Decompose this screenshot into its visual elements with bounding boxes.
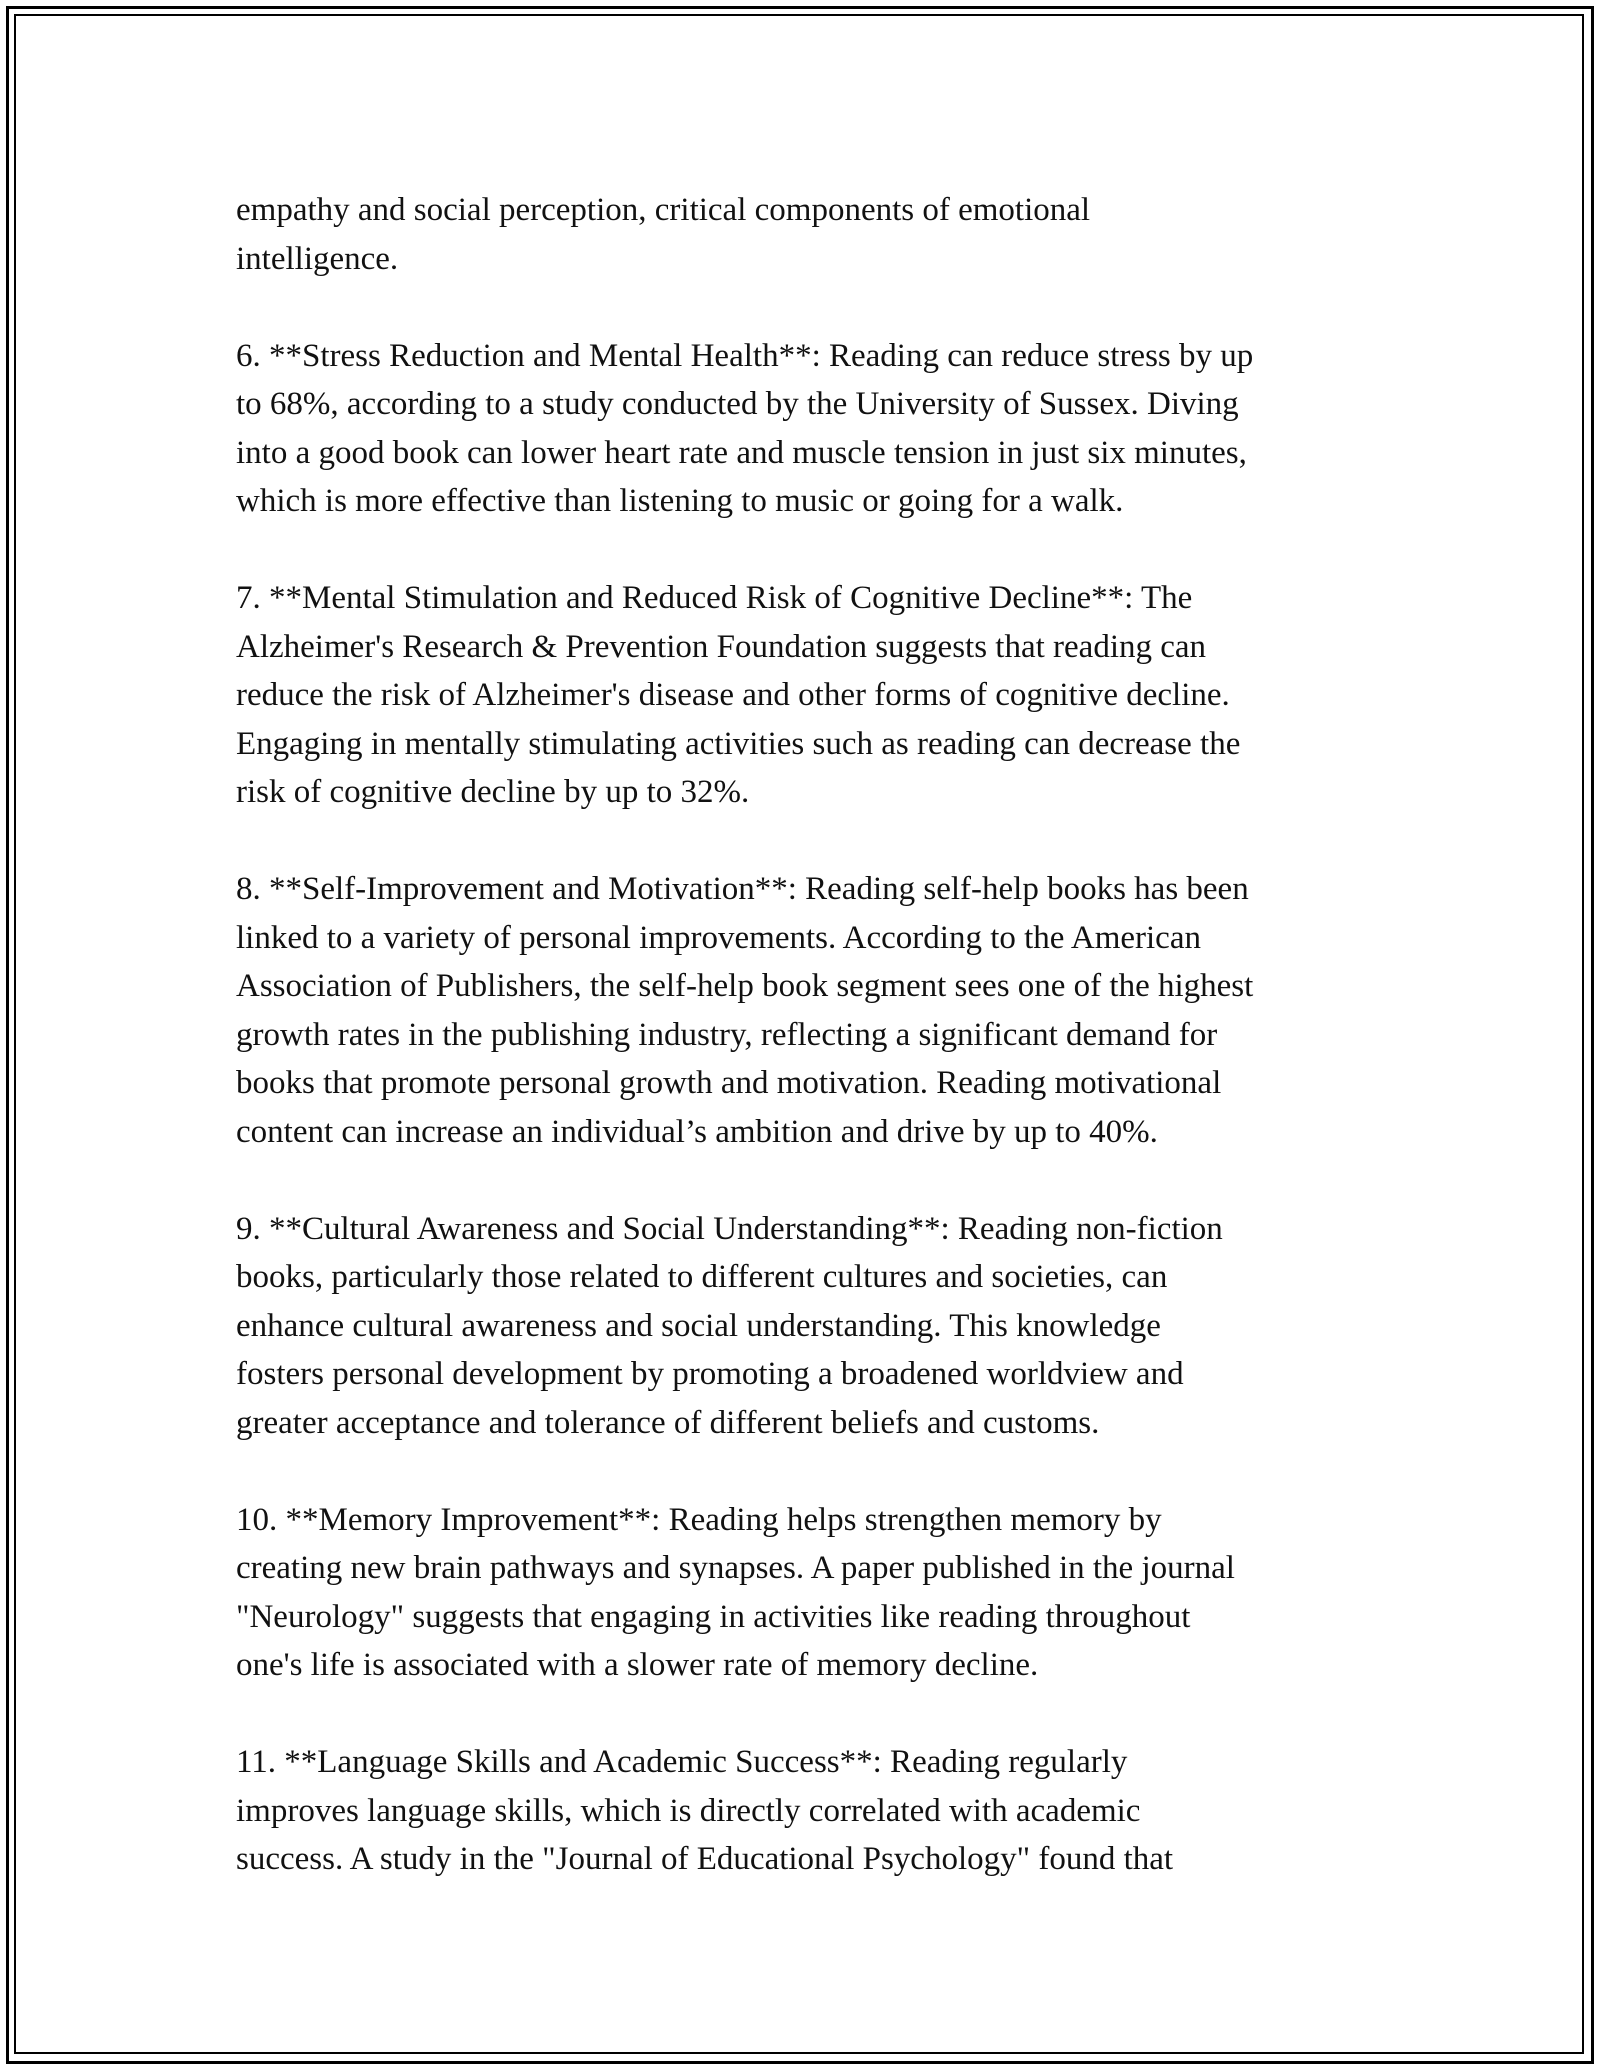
paragraph-continuation: empathy and social perception, critical components of emotional intelligence. [236, 192, 1091, 277]
paragraph-item-7: 7. **Mental Stimulation and Reduced Risk of Cognitive Decline**: The Alzheimer's Research & Prevention Foundation suggests that reading can reduce the risk of Alzheimer's disease and other forms of cognitive decline. Engaging in mentally stimulating activities such as reading can decrease the risk of cognitive decline by up to 32%. [236, 580, 1241, 810]
paragraph-item-11: 11. **Language Skills and Academic Success**: Reading regularly improves language skills, which is directly correlated with academic success. A study in the "Journal of Educational Psychology" found that [236, 1744, 1174, 1877]
paragraph-item-8: 8. **Self-Improvement and Motivation**: Reading self-help books has been linked to a variety of personal improvements. According to the American Association of Publishers, the self-help book segment sees one of the highest growth rates in the publishing industry, reflecting a significant demand for books that promote personal growth and motivation. Reading motivational content can increase an individual’s ambition and drive by up to 40%. [236, 871, 1254, 1150]
paragraph-item-10: 10. **Memory Improvement**: Reading helps strengthen memory by creating new brain pathways and synapses. A paper published in the journal "Neurology" suggests that engaging in activities like reading throughout one's life is associated with a slower rate of memory decline. [236, 1501, 1235, 1683]
paragraph-item-9: 9. **Cultural Awareness and Social Understanding**: Reading non-fiction books, particularly those related to different cultures and societies, can enhance cultural awareness and social understanding. This knowledge fosters personal development by promoting a broadened worldview and greater acceptance and tolerance of different beliefs and customs. [236, 1210, 1223, 1441]
document-body [236, 186, 1376, 1932]
paragraph-item-6: 6. **Stress Reduction and Mental Health**: Reading can reduce stress by up to 68%, according to a study conducted by the University of Sussex. Diving into a good book can lower heart rate and muscle tension in just six minutes, which is more effective than listening to music or going for a walk. [236, 337, 1254, 519]
